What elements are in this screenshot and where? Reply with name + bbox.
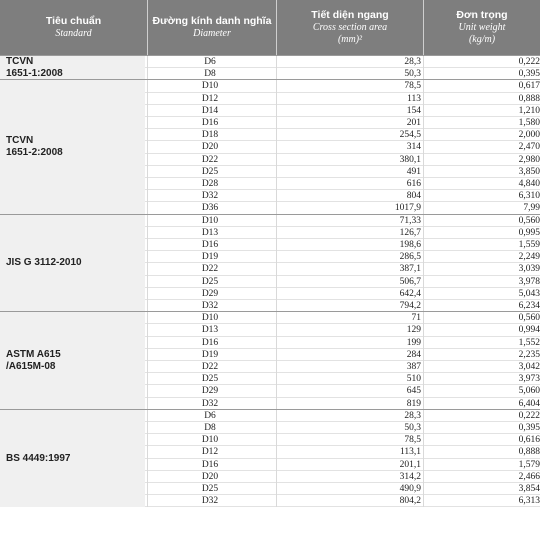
cross-section-cell: 645 xyxy=(406,386,421,397)
diameter-cell: D29 xyxy=(201,288,219,299)
cross-section-cell: 201 xyxy=(406,117,421,128)
unit-weight-cell: 3,850 xyxy=(518,166,540,177)
column-divider xyxy=(147,56,148,80)
column-divider xyxy=(423,215,424,313)
diameter-cell: D8 xyxy=(204,422,216,433)
diameter-cell: D22 xyxy=(201,154,219,165)
diameter-cell: D19 xyxy=(201,252,219,263)
table-row xyxy=(145,141,540,153)
cross-section-cell: 50,3 xyxy=(404,69,421,80)
cross-section-cell: 314 xyxy=(406,142,421,153)
cross-section-cell: 642,4 xyxy=(399,288,421,299)
diameter-cell: D8 xyxy=(204,69,216,80)
unit-weight-cell: 2,000 xyxy=(518,130,540,141)
standard-label-line: TCVN xyxy=(6,135,34,147)
standard-label xyxy=(0,80,145,214)
table-row xyxy=(145,495,540,507)
table-header xyxy=(0,0,540,55)
table-row xyxy=(145,251,540,263)
diameter-cell: D36 xyxy=(201,203,219,214)
diameter-cell: D29 xyxy=(201,386,219,397)
diameter-cell: D18 xyxy=(201,130,219,141)
standard-label xyxy=(0,410,145,508)
table-row xyxy=(145,190,540,202)
unit-weight-cell: 0,616 xyxy=(518,435,540,446)
diameter-cell: D25 xyxy=(201,166,219,177)
unit-weight-cell: 5,060 xyxy=(518,386,540,397)
column-divider xyxy=(423,80,424,214)
diameter-cell: D22 xyxy=(201,361,219,372)
diameter-cell: D20 xyxy=(201,142,219,153)
table-row xyxy=(145,93,540,105)
diameter-cell: D16 xyxy=(201,117,219,128)
cross-section-cell: 284 xyxy=(406,349,421,360)
unit-weight-cell: 4,840 xyxy=(518,178,540,189)
cross-section-cell: 201,1 xyxy=(399,459,421,470)
standard-label-line: 1651-1:2008 xyxy=(6,68,63,80)
table-row xyxy=(145,410,540,422)
diameter-cell: D25 xyxy=(201,276,219,287)
diameter-cell: D20 xyxy=(201,471,219,482)
standard-label-line: ASTM A615 xyxy=(6,348,61,360)
diameter-cell: D22 xyxy=(201,264,219,275)
table-row xyxy=(145,166,540,178)
table-row xyxy=(145,288,540,300)
column-divider xyxy=(276,80,277,214)
table-row xyxy=(145,227,540,239)
unit-weight-cell: 0,560 xyxy=(518,313,540,324)
standard-group xyxy=(0,311,540,409)
diameter-cell: D16 xyxy=(201,459,219,470)
unit-weight-cell: 3,854 xyxy=(518,483,540,494)
standard-label-line: TCVN xyxy=(6,56,34,68)
unit-weight-cell: 2,249 xyxy=(518,252,540,263)
table-row xyxy=(145,471,540,483)
table-row xyxy=(145,117,540,129)
diameter-cell: D6 xyxy=(204,410,216,421)
cross-section-cell: 154 xyxy=(406,105,421,116)
cross-section-cell: 616 xyxy=(406,178,421,189)
unit-weight-cell: 2,466 xyxy=(518,471,540,482)
table-row xyxy=(145,373,540,385)
standard-label xyxy=(0,312,145,410)
unit-weight-cell: 1,552 xyxy=(518,337,540,348)
cross-section-cell: 819 xyxy=(406,398,421,409)
unit-weight-cell: 0,994 xyxy=(518,325,540,336)
table-row xyxy=(145,361,540,373)
standard-label xyxy=(0,215,145,313)
table-row xyxy=(145,178,540,190)
diameter-cell: D32 xyxy=(201,300,219,311)
diameter-cell: D19 xyxy=(201,349,219,360)
standard-group xyxy=(0,409,540,507)
table-row xyxy=(145,215,540,227)
unit-weight-cell: 6,313 xyxy=(518,496,540,507)
diameter-cell: D13 xyxy=(201,325,219,336)
header-cross-section-subtitle: Cross section area (mm)² xyxy=(312,22,388,45)
table-row xyxy=(145,80,540,92)
cross-section-cell: 387 xyxy=(406,361,421,372)
column-divider xyxy=(423,56,424,80)
cross-section-cell: 28,3 xyxy=(404,410,421,421)
table-row xyxy=(145,446,540,458)
table-row xyxy=(145,422,540,434)
unit-weight-cell: 0,560 xyxy=(518,215,540,226)
diameter-cell: D28 xyxy=(201,178,219,189)
table-row xyxy=(145,312,540,324)
header-diameter-title: Đường kính danh nghĩa xyxy=(152,15,272,27)
diameter-cell: D25 xyxy=(201,374,219,385)
table-row xyxy=(145,129,540,141)
table-row xyxy=(145,434,540,446)
unit-weight-cell: 1,559 xyxy=(518,239,540,250)
unit-weight-cell: 0,888 xyxy=(518,447,540,458)
column-divider xyxy=(276,410,277,508)
cross-section-cell: 113 xyxy=(407,93,421,104)
cross-section-cell: 490,9 xyxy=(399,483,421,494)
unit-weight-cell: 3,042 xyxy=(518,361,540,372)
unit-weight-cell: 5,043 xyxy=(518,288,540,299)
unit-weight-cell: 3,973 xyxy=(518,374,540,385)
diameter-cell: D32 xyxy=(201,496,219,507)
column-divider xyxy=(423,410,424,508)
diameter-cell: D25 xyxy=(201,483,219,494)
unit-weight-cell: 6,404 xyxy=(518,398,540,409)
cross-section-cell: 113,1 xyxy=(399,447,421,458)
cross-section-cell: 50,3 xyxy=(404,422,421,433)
unit-weight-cell: 1,579 xyxy=(518,459,540,470)
diameter-cell: D10 xyxy=(201,215,219,226)
header-unit-weight-subtitle: Unit weight (kg/m) xyxy=(458,22,506,45)
header-diameter xyxy=(148,0,276,55)
unit-weight-cell: 0,617 xyxy=(518,81,540,92)
standard-group xyxy=(0,79,540,213)
cross-section-cell: 129 xyxy=(406,325,421,336)
table-row xyxy=(145,349,540,361)
table-row xyxy=(145,105,540,117)
cross-section-cell: 506,7 xyxy=(399,276,421,287)
unit-weight-cell: 3,978 xyxy=(518,276,540,287)
cross-section-cell: 794,2 xyxy=(399,300,421,311)
cross-section-cell: 254,5 xyxy=(399,130,421,141)
diameter-cell: D10 xyxy=(201,81,219,92)
diameter-cell: D32 xyxy=(201,191,219,202)
cross-section-cell: 126,7 xyxy=(399,227,421,238)
diameter-cell: D32 xyxy=(201,398,219,409)
standard-group xyxy=(0,214,540,312)
unit-weight-cell: 2,235 xyxy=(518,349,540,360)
table-row xyxy=(145,483,540,495)
column-divider xyxy=(147,215,148,313)
standard-label-line: BS 4449:1997 xyxy=(6,452,71,464)
unit-weight-cell: 7,99 xyxy=(523,203,540,214)
column-divider xyxy=(147,80,148,214)
table-row xyxy=(145,239,540,251)
cross-section-cell: 78,5 xyxy=(404,81,421,92)
unit-weight-cell: 0,222 xyxy=(518,57,540,67)
cross-section-cell: 510 xyxy=(406,374,421,385)
cross-section-cell: 71,33 xyxy=(399,215,421,226)
column-divider xyxy=(276,56,277,80)
cross-section-cell: 804,2 xyxy=(399,496,421,507)
cross-section-cell: 71 xyxy=(411,313,421,324)
table-row xyxy=(145,276,540,288)
unit-weight-cell: 2,470 xyxy=(518,142,540,153)
standard-label-line: 1651-2:2008 xyxy=(6,147,63,159)
table-row xyxy=(145,385,540,397)
cross-section-cell: 380,1 xyxy=(399,154,421,165)
cross-section-cell: 491 xyxy=(406,166,421,177)
header-standard xyxy=(0,0,147,55)
column-divider xyxy=(147,312,148,410)
unit-weight-cell: 3,039 xyxy=(518,264,540,275)
unit-weight-cell: 2,980 xyxy=(518,154,540,165)
unit-weight-cell: 0,222 xyxy=(518,410,540,421)
table-row xyxy=(145,459,540,471)
diameter-cell: D13 xyxy=(201,227,219,238)
diameter-cell: D6 xyxy=(204,57,216,67)
column-divider xyxy=(423,312,424,410)
table-row xyxy=(145,154,540,166)
column-divider xyxy=(276,312,277,410)
diameter-cell: D10 xyxy=(201,313,219,324)
header-cross-section-title: Tiết diện ngang xyxy=(311,9,389,21)
diameter-cell: D10 xyxy=(201,435,219,446)
cross-section-cell: 314,2 xyxy=(399,471,421,482)
header-cross-section xyxy=(277,0,423,55)
cross-section-cell: 28,3 xyxy=(404,57,421,67)
column-divider xyxy=(147,410,148,508)
cross-section-cell: 198,6 xyxy=(399,239,421,250)
header-standard-subtitle: Standard xyxy=(55,28,92,39)
standard-label-line: /A615M-08 xyxy=(6,360,56,372)
unit-weight-cell: 6,234 xyxy=(518,300,540,311)
cross-section-cell: 78,5 xyxy=(404,435,421,446)
header-unit-weight xyxy=(424,0,540,55)
diameter-cell: D12 xyxy=(201,447,219,458)
cross-section-cell: 1017,9 xyxy=(394,203,421,214)
unit-weight-cell: 1,580 xyxy=(518,117,540,128)
cross-section-cell: 199 xyxy=(406,337,421,348)
cross-section-cell: 387,1 xyxy=(399,264,421,275)
unit-weight-cell: 0,395 xyxy=(518,69,540,80)
diameter-cell: D12 xyxy=(201,93,219,104)
diameter-cell: D16 xyxy=(201,337,219,348)
standard-label xyxy=(0,56,145,80)
diameter-cell: D16 xyxy=(201,239,219,250)
table-row xyxy=(145,56,540,68)
table-row xyxy=(145,263,540,275)
table-row xyxy=(145,324,540,336)
unit-weight-cell: 0,395 xyxy=(518,422,540,433)
standard-group xyxy=(0,55,540,79)
cross-section-cell: 804 xyxy=(406,191,421,202)
unit-weight-cell: 1,210 xyxy=(518,105,540,116)
cross-section-cell: 286,5 xyxy=(399,252,421,263)
header-diameter-subtitle: Diameter xyxy=(193,28,231,39)
header-standard-title: Tiêu chuẩn xyxy=(45,15,102,27)
unit-weight-cell: 0,888 xyxy=(518,93,540,104)
table-row xyxy=(145,337,540,349)
standard-label-line: JIS G 3112-2010 xyxy=(6,257,82,269)
header-unit-weight-title: Đơn trọng xyxy=(456,9,508,21)
unit-weight-cell: 6,310 xyxy=(518,191,540,202)
column-divider xyxy=(276,215,277,313)
unit-weight-cell: 0,995 xyxy=(518,227,540,238)
diameter-cell: D14 xyxy=(201,105,219,116)
